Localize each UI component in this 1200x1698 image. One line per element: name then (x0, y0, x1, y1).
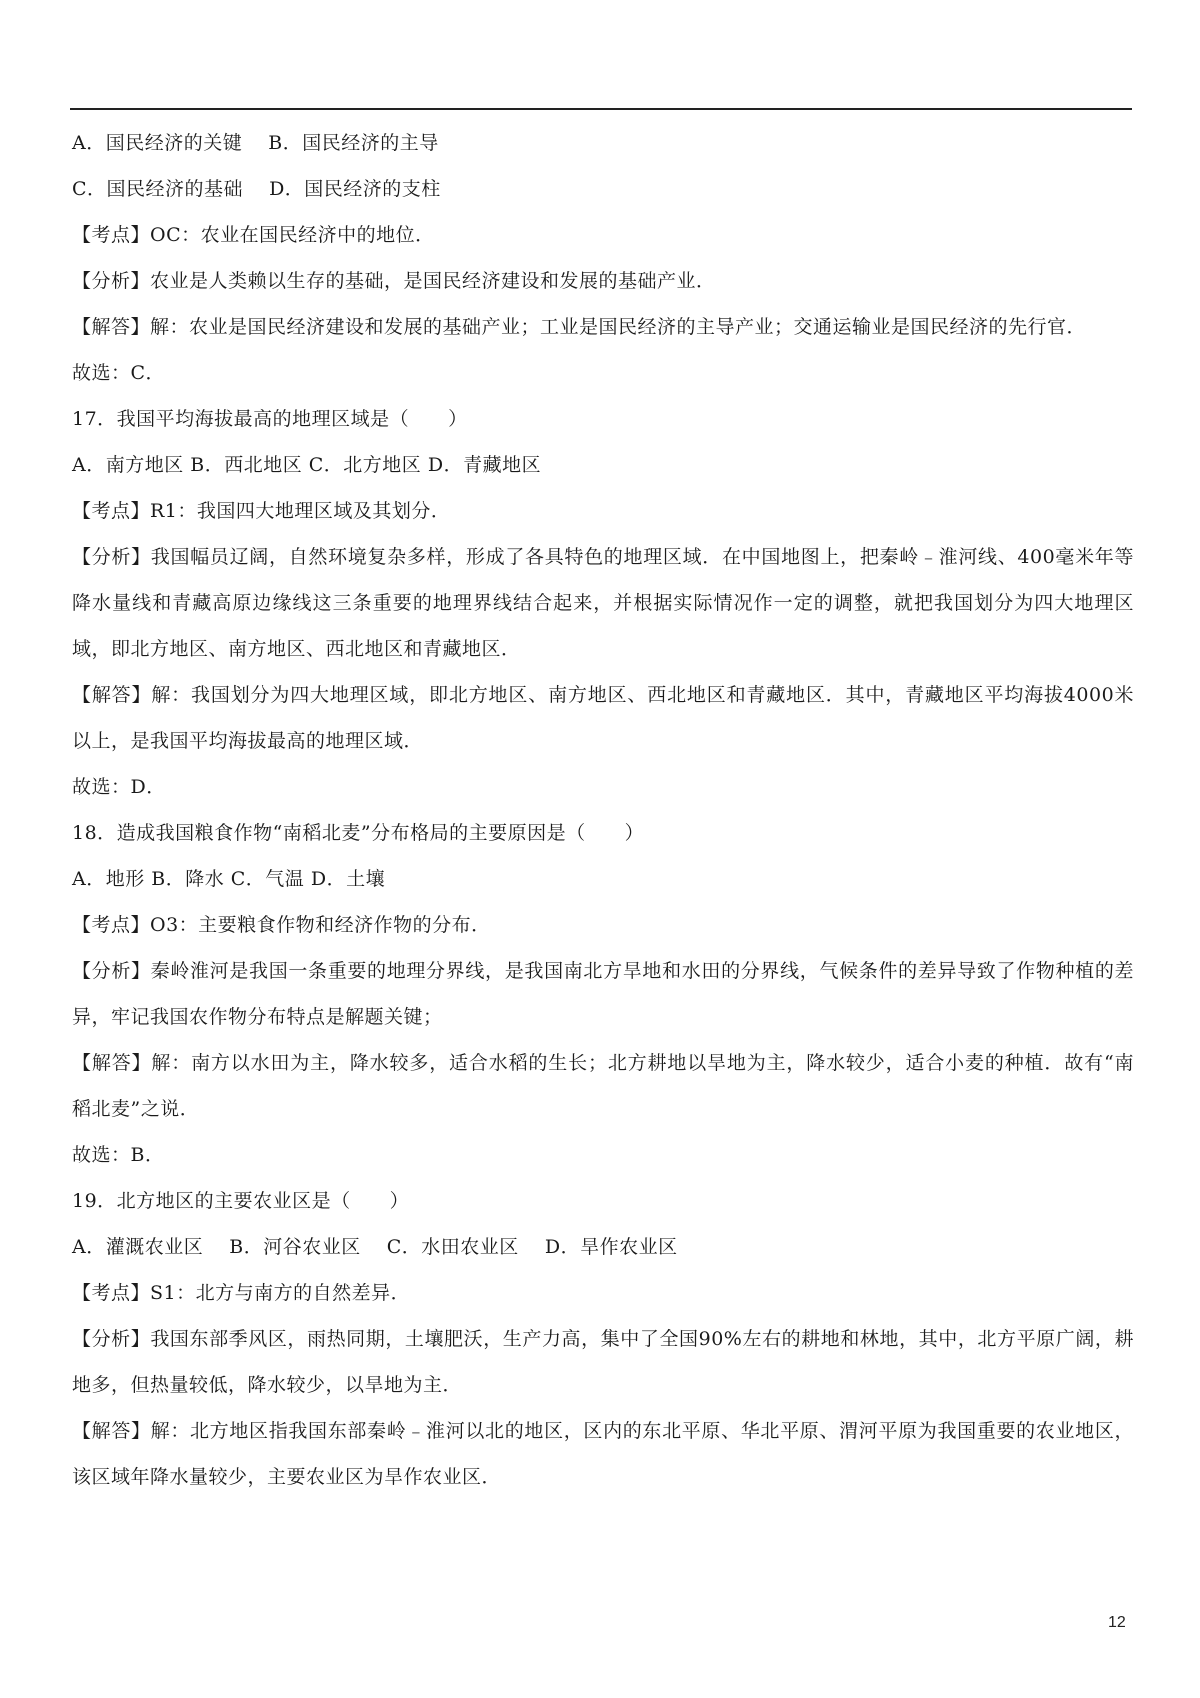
q17-kaodian: 【考点】R1：我国四大地理区域及其划分． (72, 500, 451, 522)
q19-jieda: 【解答】解：北方地区指我国东部秦岭﹣淮河以北的地区，区内的东北平原、华北平原、渭河平原为我国重要的农业地区，该区域年降水量较少，主要农业区为旱作农业区． (72, 1420, 1134, 1488)
q16-fenxi: 【分析】农业是人类赖以生存的基础，是国民经济建设和发展的基础产业． (72, 270, 716, 292)
q19-options: A．灌溉农业区 B．河谷农业区 C．水田农业区 D．旱作农业区 (72, 1236, 678, 1258)
header-rule (70, 108, 1132, 110)
q18-kaodian: 【考点】O3：主要粮食作物和经济作物的分布． (72, 914, 491, 936)
q18-fenxi: 【分析】秦岭淮河是我国一条重要的地理分界线，是我国南北方旱地和水田的分界线，气候条件的差异导致了作物种植的差异，牢记我国农作物分布特点是解题关键； (72, 960, 1134, 1028)
q19-fenxi: 【分析】我国东部季风区，雨热同期，土壤肥沃，生产力高，集中了全国90%左右的耕地和林地，其中，北方平原广阔，耕地多，但热量较低，降水较少，以旱地为主． (72, 1328, 1134, 1396)
document-body (72, 120, 1134, 1500)
q16-jieda: 【解答】解：农业是国民经济建设和发展的基础产业；工业是国民经济的主导产业；交通运输业是国民经济的先行官． (72, 316, 1087, 338)
q16-answer: 故选：C． (72, 362, 166, 384)
q17-jieda: 【解答】解：我国划分为四大地理区域，即北方地区、南方地区、西北地区和青藏地区．其中，青藏地区平均海拔4000米以上，是我国平均海拔最高的地理区域． (72, 684, 1134, 752)
q16-kaodian: 【考点】OC：农业在国民经济中的地位． (72, 224, 435, 246)
q16-options-ab: A．国民经济的关键 B．国民经济的主导 (72, 132, 439, 154)
q17-stem: 17．我国平均海拔最高的地理区域是（ ） (72, 408, 468, 430)
q18-answer: 故选：B． (72, 1144, 165, 1166)
q19-kaodian: 【考点】S1：北方与南方的自然差异． (72, 1282, 411, 1304)
q18-options: A．地形 B．降水 C．气温 D．土壤 (72, 868, 386, 890)
q17-answer: 故选：D． (72, 776, 166, 798)
q19-stem: 19．北方地区的主要农业区是（ ） (72, 1190, 410, 1212)
q18-jieda: 【解答】解：南方以水田为主，降水较多，适合水稻的生长；北方耕地以旱地为主，降水较少，适合小麦的种植．故有“南稻北麦”之说． (72, 1052, 1134, 1120)
q16-options-cd: C．国民经济的基础 D．国民经济的支柱 (72, 178, 441, 200)
q17-fenxi: 【分析】我国幅员辽阔，自然环境复杂多样，形成了各具特色的地理区域．在中国地图上，把秦岭﹣淮河线、400毫米年等降水量线和青藏高原边缘线这三条重要的地理界线结合起来，并根据实际情况作一定的调整，就把我国划分为四大地理区域，即北方地区、南方地区、西北地区和青藏地区． (72, 546, 1134, 660)
page-number: 12 (1108, 1614, 1126, 1631)
q18-stem: 18．造成我国粮食作物“南稻北麦”分布格局的主要原因是（ ） (72, 822, 645, 844)
q17-options: A．南方地区 B．西北地区 C．北方地区 D．青藏地区 (72, 454, 542, 476)
